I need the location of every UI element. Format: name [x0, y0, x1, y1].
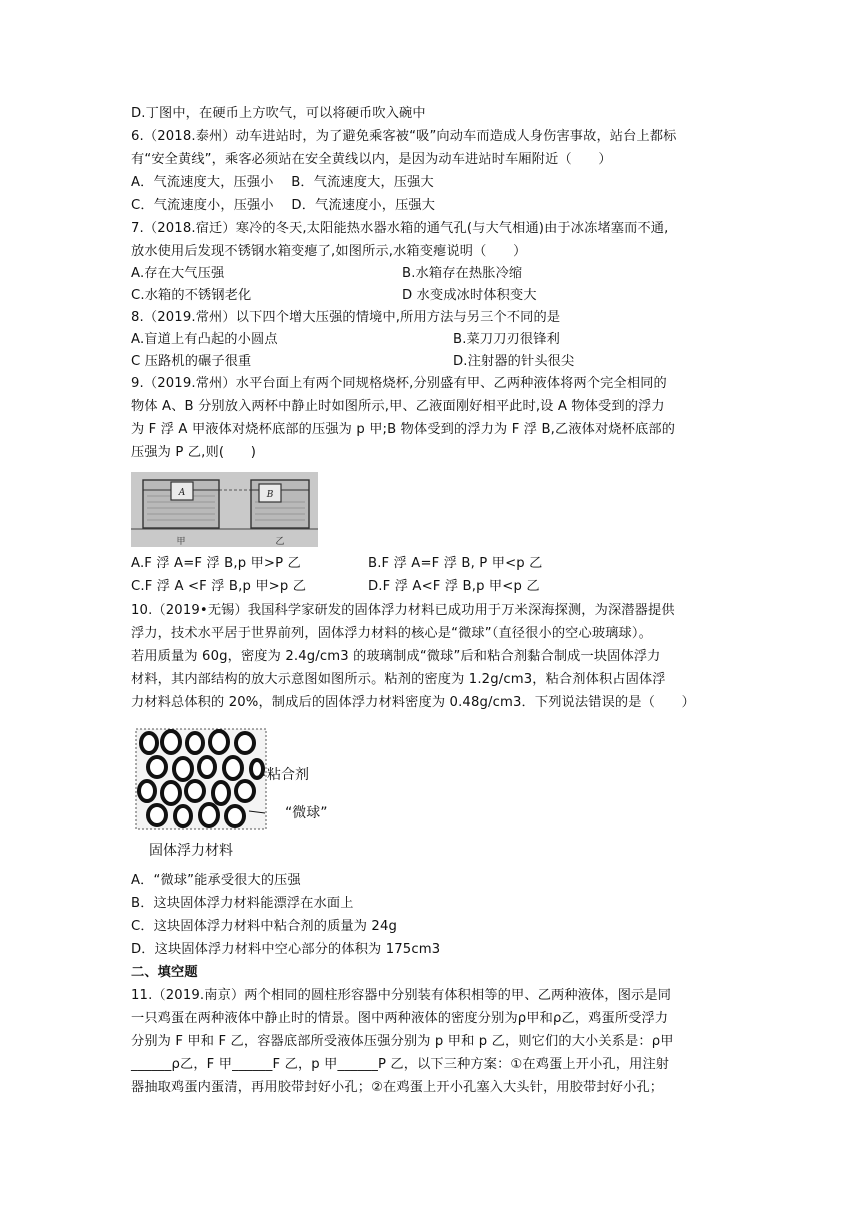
- q5-option-d: D.丁图中，在硬币上方吹气，可以将硬币吹入碗中: [131, 106, 426, 121]
- beaker-jia-label: 甲: [176, 537, 186, 547]
- q10-option-c: C．这块固体浮力材料中粘合剂的质量为 24g: [131, 919, 398, 934]
- block-a-label: A: [178, 488, 186, 498]
- figure-caption: 固体浮力材料: [149, 843, 233, 859]
- q6-options-ab: A．气流速度大，压强小 B．气流速度大，压强大: [131, 175, 434, 190]
- q8-option-a: A.盲道上有凸起的小圆点: [131, 332, 278, 347]
- q9-option-a: A.F 浮 A=F 浮 B,p 甲>P 乙: [131, 556, 301, 571]
- q10-option-d: D．这块固体浮力材料中空心部分的体积为 175cm3: [131, 942, 441, 957]
- q7-options-row2: [131, 285, 537, 307]
- glue-label: 粘合剂: [267, 767, 309, 783]
- beaker-yi-label: 乙: [275, 537, 285, 547]
- q10-stem-line4: 材料，其内部结构的放大示意图如图所示。粘剂的密度为 1.2g/cm3，粘合剂体积占固体浮: [131, 672, 666, 687]
- q9-stem-line1: 9.（2019.常州）水平台面上有两个同规格烧杯,分别盛有甲、乙两种液体将两个完全相同的: [131, 376, 667, 391]
- q9-options-row1: [131, 553, 543, 575]
- q10-stem-line5: 力材料总体积的 20%，制成后的固体浮力材料密度为 0.48g/cm3．下列说法错误的是（ ）: [131, 695, 695, 710]
- q9-options-row2: [131, 576, 540, 598]
- q11-stem-line4: ______ρ乙，F 甲______F 乙，p 甲______P 乙，以下三种方案：①在鸡蛋上开小孔，用注射: [131, 1057, 670, 1072]
- q10-option-b: B．这块固体浮力材料能漂浮在水面上: [131, 896, 354, 911]
- q8-option-c: C 压路机的碾子很重: [131, 354, 252, 369]
- q7-stem-line1: 7.（2018.宿迁）寒冷的冬天,太阳能热水器水箱的通气孔(与大气相通)由于冰冻堵塞而不通,: [131, 221, 669, 236]
- q9-stem-line3: 为 F 浮 A 甲液体对烧杯底部的压强为 p 甲;B 物体受到的浮力为 F 浮 B,乙液体对烧杯底部的: [131, 422, 676, 437]
- q9-option-d: D.F 浮 A<F 浮 B,p 甲<p 乙: [368, 579, 540, 594]
- q8-option-d: D.注射器的针头很尖: [453, 354, 575, 369]
- q9-option-b: B.F 浮 A=F 浮 B, P 甲<p 乙: [368, 556, 543, 571]
- beakers-figure: [131, 472, 318, 547]
- q7-option-d: D 水变成冰时体积变大: [402, 288, 537, 303]
- q6-stem-line1: 6.（2018.泰州）动车进站时，为了避免乘客被“吸”向动车而造成人身伤害事故，站台上都标: [131, 129, 677, 144]
- q11-stem-line2: 一只鸡蛋在两种液体中静止时的情景。图中两种液体的密度分别为ρ甲和ρ乙，鸡蛋所受浮力: [131, 1011, 669, 1026]
- microsphere-label: “微球”: [285, 805, 328, 821]
- q6-stem-line2: 有“安全黄线”，乘客必须站在安全黄线以内，是因为动车进站时车厢附近（ ）: [131, 152, 612, 167]
- q11-stem-line5: 器抽取鸡蛋内蛋清，再用胶带封好小孔；②在鸡蛋上开小孔塞入大头针，用胶带封好小孔；: [131, 1080, 664, 1095]
- q10-option-a: A．“微球”能承受很大的压强: [131, 873, 301, 888]
- block-b-label: B: [266, 490, 274, 500]
- q8-options-row2: [131, 351, 575, 373]
- q7-option-c: C.水箱的不锈钢老化: [131, 288, 252, 303]
- buoyancy-material-figure: [131, 725, 351, 865]
- q11-stem-line3: 分别为 F 甲和 F 乙，容器底部所受液体压强分别为 p 甲和 p 乙，则它们的大小关系是：ρ甲: [131, 1034, 674, 1049]
- q9-option-c: C.F 浮 A <F 浮 B,p 甲>p 乙: [131, 579, 307, 594]
- q6-options-cd: C．气流速度小，压强小 D．气流速度小，压强大: [131, 198, 436, 213]
- q7-option-b: B.水箱存在热胀冷缩: [402, 266, 523, 281]
- q7-options-row1: [131, 263, 523, 285]
- q8-options-row1: [131, 329, 560, 351]
- section-heading-fill-blank: 二、填空题: [131, 965, 198, 980]
- q9-stem-line2: 物体 A、B 分别放入两杯中静止时如图所示,甲、乙液面刚好相平此时,设 A 物体受到的浮力: [131, 399, 665, 414]
- q10-stem-line3: 若用质量为 60g，密度为 2.4g/cm3 的玻璃制成“微球”后和粘合剂黏合制成一块固体浮力: [131, 649, 661, 664]
- q8-option-b: B.菜刀刀刃很锋利: [453, 332, 560, 347]
- q11-stem-line1: 11.（2019.南京）两个相同的圆柱形容器中分别装有体积相等的甲、乙两种液体，图示是同: [131, 988, 672, 1003]
- q8-stem: 8.（2019.常州）以下四个增大压强的情境中,所用方法与另三个不同的是: [131, 310, 561, 325]
- q7-option-a: A.存在大气压强: [131, 266, 225, 281]
- q10-stem-line2: 浮力，技术水平居于世界前列，固体浮力材料的核心是“微球”（直径很小的空心玻璃球）。: [131, 626, 652, 641]
- q10-stem-line1: 10.（2019•无锡）我国科学家研发的固体浮力材料已成功用于万米深海探测，为深潜器提供: [131, 603, 675, 618]
- q7-stem-line2: 放水使用后发现不锈钢水箱变瘪了,如图所示,水箱变瘪说明（ ）: [131, 244, 527, 259]
- q9-stem-line4: 压强为 P 乙,则( ): [131, 445, 257, 460]
